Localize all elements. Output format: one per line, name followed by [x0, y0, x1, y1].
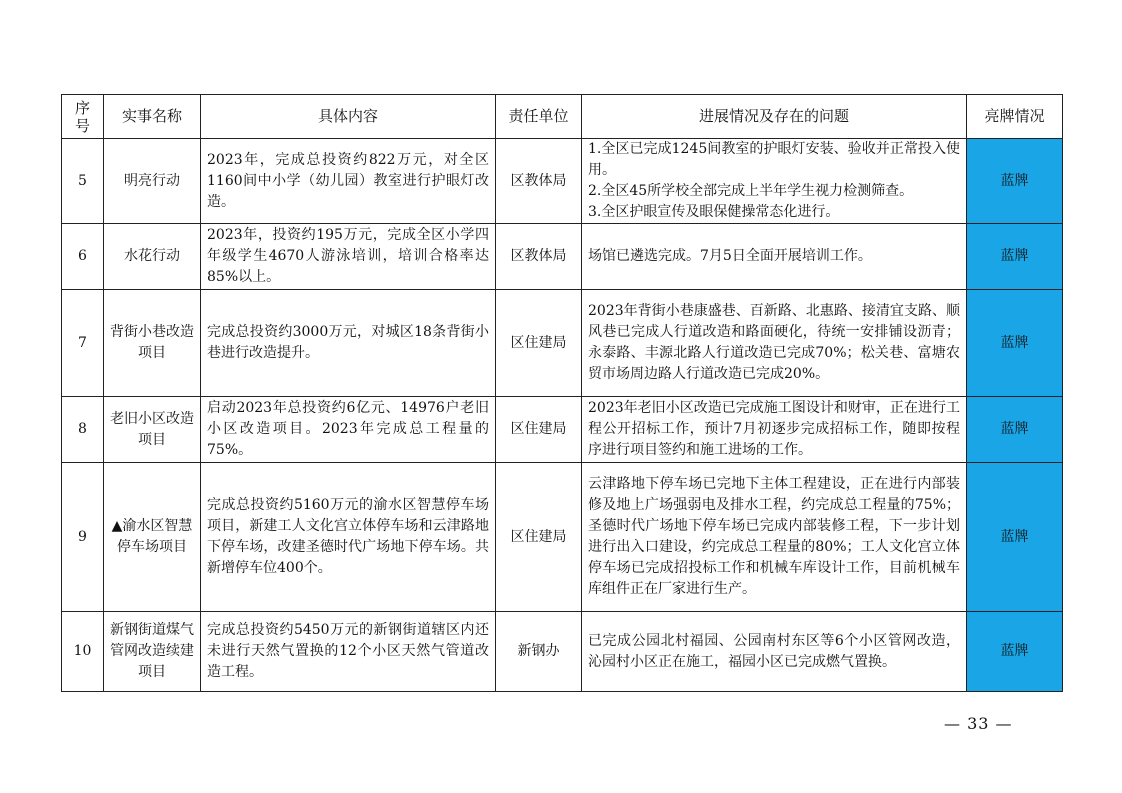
progress-table	[61, 94, 1063, 692]
cell-content: 2023年，完成总投资约822万元，对全区1160间中小学（幼儿园）教室进行护眼灯改造。	[201, 139, 496, 224]
cell-name: 水花行动	[104, 224, 201, 290]
table-row	[62, 463, 1063, 612]
cell-seq: 9	[62, 463, 104, 612]
cell-unit: 区教体局	[496, 139, 582, 224]
header-content: 具体内容	[201, 95, 496, 139]
status-badge: 蓝牌	[967, 290, 1063, 397]
cell-seq: 7	[62, 290, 104, 397]
cell-unit: 区教体局	[496, 224, 582, 290]
table-row	[62, 224, 1063, 290]
cell-progress: 已完成公园北村福园、公园南村东区等6个小区管网改造，沁园村小区正在施工，福园小区已完成燃气置换。	[582, 612, 967, 692]
status-badge: 蓝牌	[967, 612, 1063, 692]
cell-name: 明亮行动	[104, 139, 201, 224]
table-row	[62, 139, 1063, 224]
cell-unit: 区住建局	[496, 397, 582, 463]
cell-name: 背街小巷改造项目	[104, 290, 201, 397]
table-header-row	[62, 95, 1063, 139]
cell-progress: 场馆已遴选完成。7月5日全面开展培训工作。	[582, 224, 967, 290]
status-badge: 蓝牌	[967, 224, 1063, 290]
status-badge: 蓝牌	[967, 139, 1063, 224]
cell-content: 2023年，投资约195万元，完成全区小学四年级学生4670人游泳培训，培训合格率达85%以上。	[201, 224, 496, 290]
header-name: 实事名称	[104, 95, 201, 139]
status-badge: 蓝牌	[967, 463, 1063, 612]
cell-progress: 1.全区已完成1245间教室的护眼灯安装、验收并正常投入使用。 2.全区45所学校全部完成上半年学生视力检测筛查。 3.全区护眼宣传及眼保健操常态化进行。	[582, 139, 967, 224]
cell-unit: 新钢办	[496, 612, 582, 692]
header-progress: 进展情况及存在的问题	[582, 95, 967, 139]
cell-progress: 2023年背街小巷康盛巷、百新路、北惠路、接清宜支路、顺风巷已完成人行道改造和路面硬化，待统一安排铺设沥青；永泰路、丰源北路人行道改造已完成70%；松关巷、富塘农贸市场周边路人行道改造已完成20%。	[582, 290, 967, 397]
page-number: — 33 —	[944, 714, 1013, 733]
table-row	[62, 290, 1063, 397]
cell-name: 老旧小区改造项目	[104, 397, 201, 463]
cell-name: 新钢街道煤气管网改造续建项目	[104, 612, 201, 692]
table-row	[62, 397, 1063, 463]
cell-unit: 区住建局	[496, 290, 582, 397]
cell-seq: 10	[62, 612, 104, 692]
cell-progress: 云津路地下停车场已完地下主体工程建设，正在进行内部装修及地上广场强弱电及排水工程，约完成总工程量的75%；圣德时代广场地下停车场已完成内部装修工程，下一步计划进行出入口建设，约完成总工程量的80%；工人文化宫立体停车场已完成招投标工作和机械车库设计工作，目前机械车库组件正在厂家进行生产。	[582, 463, 967, 612]
cell-content: 启动2023年总投资约6亿元、14976户老旧小区改造项目。2023年完成总工程量的75%。	[201, 397, 496, 463]
header-status: 亮牌情况	[967, 95, 1063, 139]
table-row	[62, 612, 1063, 692]
cell-content: 完成总投资约5450万元的新钢街道辖区内还未进行天然气置换的12个小区天然气管道改造工程。	[201, 612, 496, 692]
cell-name: ▲渝水区智慧停车场项目	[104, 463, 201, 612]
header-unit: 责任单位	[496, 95, 582, 139]
cell-content: 完成总投资约3000万元，对城区18条背街小巷进行改造提升。	[201, 290, 496, 397]
cell-seq: 5	[62, 139, 104, 224]
header-seq: 序号	[62, 95, 104, 139]
cell-content: 完成总投资约5160万元的渝水区智慧停车场项目，新建工人文化宫立体停车场和云津路地下停车场，改建圣德时代广场地下停车场。共新增停车位400个。	[201, 463, 496, 612]
cell-unit: 区住建局	[496, 463, 582, 612]
cell-progress: 2023年老旧小区改造已完成施工图设计和财审，正在进行工程公开招标工作，预计7月初逐步完成招标工作，随即按程序进行项目签约和施工进场的工作。	[582, 397, 967, 463]
cell-seq: 8	[62, 397, 104, 463]
status-badge: 蓝牌	[967, 397, 1063, 463]
cell-seq: 6	[62, 224, 104, 290]
